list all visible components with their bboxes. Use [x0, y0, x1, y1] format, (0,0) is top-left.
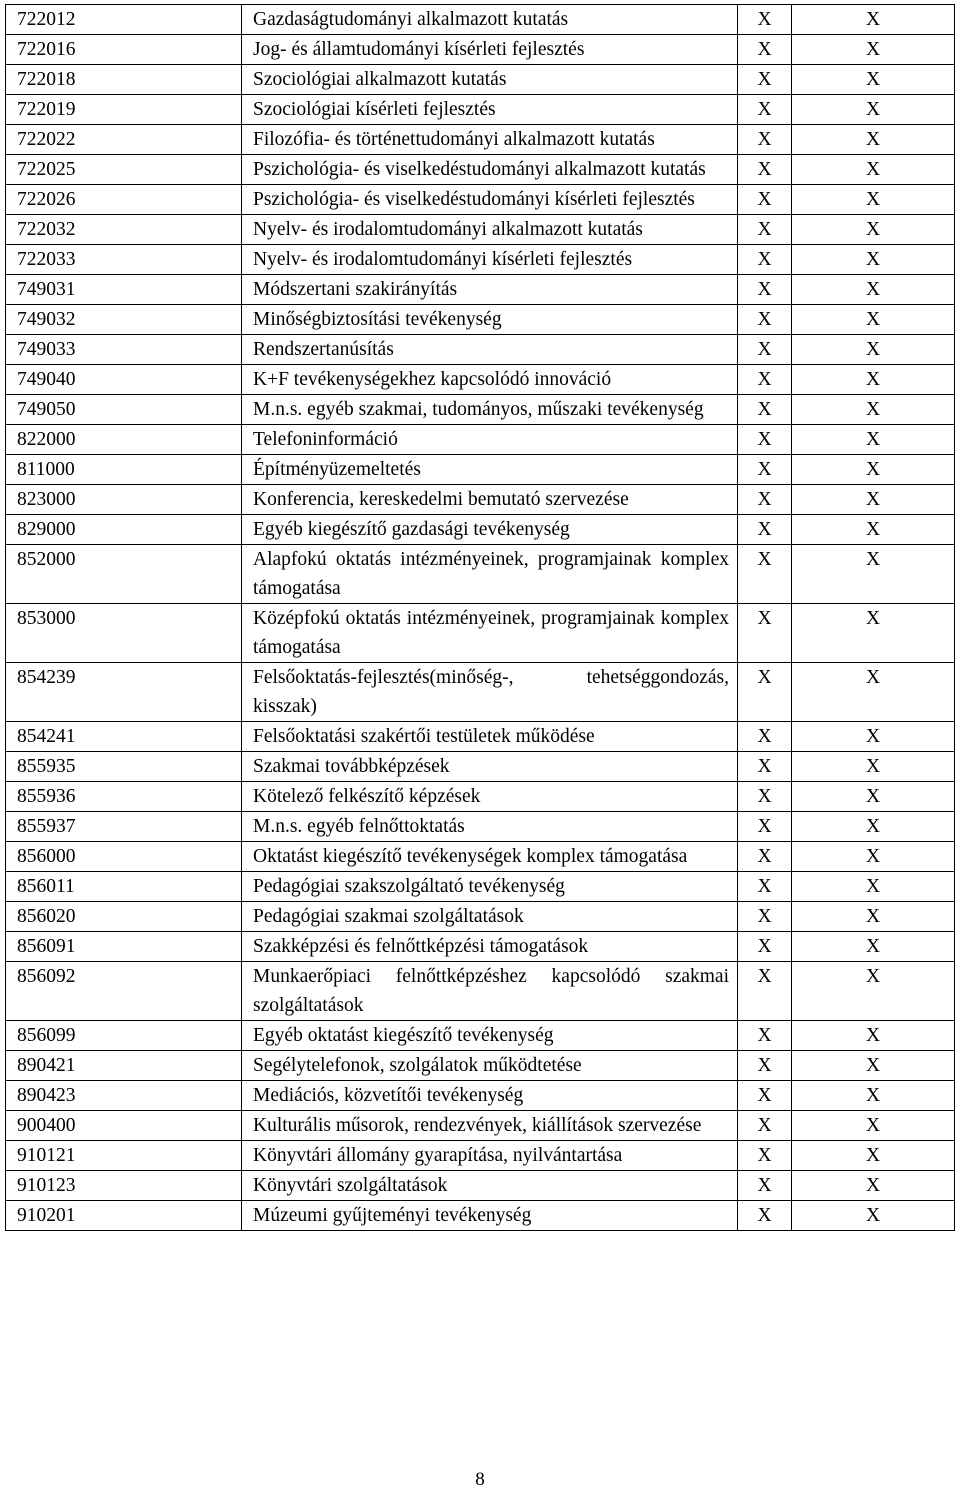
activity-description-cell: Filozófia- és történettudományi alkalmazott kutatás: [242, 125, 738, 155]
mark-x-1: X: [757, 906, 772, 927]
mark-x-1: X: [757, 876, 772, 897]
table-row: [6, 425, 955, 455]
activity-description-cell: Mediációs, közvetítői tevékenység: [242, 1081, 738, 1111]
activity-description-cell: Rendszertanúsítás: [242, 335, 738, 365]
mark-x-1: X: [757, 1175, 772, 1196]
mark-x-2: X: [865, 159, 881, 180]
mark-x-1: X: [757, 9, 772, 30]
mark-x-2: X: [865, 369, 881, 390]
table-row: [6, 65, 955, 95]
mark-x-2: X: [865, 1025, 881, 1046]
mark-cell-1: [738, 425, 792, 455]
activity-description-cell: Kulturális műsorok, rendezvények, kiállítások szervezése: [242, 1111, 738, 1141]
mark-cell-2: [792, 545, 955, 604]
mark-x-2: X: [865, 219, 881, 240]
table-row: [6, 1081, 955, 1111]
activity-code-cell: 823000: [6, 485, 242, 515]
mark-cell-2: [792, 455, 955, 485]
mark-cell-1: [738, 604, 792, 663]
mark-x-1: X: [757, 489, 772, 510]
table-row: [6, 663, 955, 722]
mark-cell-1: [738, 1081, 792, 1111]
activity-code-cell: 853000: [6, 604, 242, 663]
mark-cell-1: [738, 35, 792, 65]
mark-x-2: X: [865, 1175, 881, 1196]
mark-cell-2: [792, 245, 955, 275]
mark-x-2: X: [865, 429, 881, 450]
mark-cell-1: [738, 155, 792, 185]
activity-code-cell: 722022: [6, 125, 242, 155]
mark-cell-1: [738, 95, 792, 125]
activity-description-cell: Gazdaságtudományi alkalmazott kutatás: [242, 5, 738, 35]
mark-cell-2: [792, 125, 955, 155]
mark-cell-1: [738, 65, 792, 95]
mark-x-2: X: [865, 1145, 881, 1166]
mark-x-1: X: [757, 159, 772, 180]
activity-code-cell: 890421: [6, 1051, 242, 1081]
mark-x-2: X: [865, 756, 881, 777]
mark-x-1: X: [757, 279, 772, 300]
mark-cell-1: [738, 752, 792, 782]
activity-description-cell: Szociológiai alkalmazott kutatás: [242, 65, 738, 95]
activity-description-cell: Konferencia, kereskedelmi bemutató szervezése: [242, 485, 738, 515]
table-row: [6, 215, 955, 245]
mark-cell-1: [738, 1201, 792, 1231]
activity-description-cell: Építményüzemeltetés: [242, 455, 738, 485]
mark-x-1: X: [757, 1025, 772, 1046]
mark-cell-1: [738, 842, 792, 872]
mark-x-1: X: [757, 549, 772, 570]
activity-code-cell: 856000: [6, 842, 242, 872]
mark-cell-1: [738, 125, 792, 155]
activity-code-cell: 822000: [6, 425, 242, 455]
mark-x-1: X: [757, 1085, 772, 1106]
mark-x-1: X: [757, 429, 772, 450]
mark-cell-1: [738, 812, 792, 842]
mark-x-1: X: [757, 339, 772, 360]
activity-code-cell: 722012: [6, 5, 242, 35]
activity-description-cell: Nyelv- és irodalomtudományi alkalmazott kutatás: [242, 215, 738, 245]
activity-code-cell: 749050: [6, 395, 242, 425]
mark-cell-1: [738, 932, 792, 962]
table-row: [6, 782, 955, 812]
mark-cell-1: [738, 902, 792, 932]
mark-cell-1: [738, 5, 792, 35]
mark-cell-2: [792, 95, 955, 125]
activity-code-cell: 722025: [6, 155, 242, 185]
mark-x-1: X: [757, 726, 772, 747]
mark-x-2: X: [865, 279, 881, 300]
mark-x-1: X: [757, 1055, 772, 1076]
activity-description-cell: Egyéb kiegészítő gazdasági tevékenység: [242, 515, 738, 545]
activity-code-cell: 854239: [6, 663, 242, 722]
table-row: [6, 485, 955, 515]
activity-code-cell: 890423: [6, 1081, 242, 1111]
table-row: [6, 545, 955, 604]
mark-cell-1: [738, 1021, 792, 1051]
mark-x-1: X: [757, 39, 772, 60]
activity-code-cell: 722026: [6, 185, 242, 215]
activity-description-cell: Szakképzési és felnőttképzési támogatások: [242, 932, 738, 962]
mark-cell-2: [792, 1021, 955, 1051]
table-row: [6, 125, 955, 155]
mark-cell-1: [738, 455, 792, 485]
activity-code-cell: 910121: [6, 1141, 242, 1171]
table-row: [6, 842, 955, 872]
mark-cell-1: [738, 245, 792, 275]
mark-x-2: X: [865, 1205, 881, 1226]
mark-cell-1: [738, 185, 792, 215]
mark-cell-1: [738, 275, 792, 305]
mark-cell-1: [738, 485, 792, 515]
mark-cell-2: [792, 1111, 955, 1141]
mark-x-1: X: [757, 519, 772, 540]
mark-x-2: X: [865, 99, 881, 120]
table-row: [6, 395, 955, 425]
table-row: [6, 752, 955, 782]
mark-cell-2: [792, 335, 955, 365]
mark-cell-1: [738, 962, 792, 1021]
activity-description-cell: Kötelező felkészítő képzések: [242, 782, 738, 812]
mark-x-2: X: [865, 549, 881, 570]
mark-cell-1: [738, 305, 792, 335]
mark-x-1: X: [757, 369, 772, 390]
activity-description-cell: Nyelv- és irodalomtudományi kísérleti fejlesztés: [242, 245, 738, 275]
mark-x-1: X: [757, 69, 772, 90]
activity-description-cell: Felsőoktatás-fejlesztés(minőség-, tehetséggondozás, kisszak): [242, 663, 738, 722]
activity-description-cell: M.n.s. egyéb felnőttoktatás: [242, 812, 738, 842]
table-row: [6, 35, 955, 65]
mark-cell-2: [792, 65, 955, 95]
table-row: [6, 872, 955, 902]
mark-cell-2: [792, 5, 955, 35]
mark-cell-2: [792, 35, 955, 65]
mark-x-2: X: [865, 1085, 881, 1106]
mark-cell-2: [792, 604, 955, 663]
table-row: [6, 155, 955, 185]
mark-x-1: X: [757, 249, 772, 270]
table-row: [6, 722, 955, 752]
mark-x-2: X: [865, 608, 881, 629]
table-row: [6, 962, 955, 1021]
mark-cell-2: [792, 305, 955, 335]
mark-cell-2: [792, 395, 955, 425]
activity-description-cell: Szociológiai kísérleti fejlesztés: [242, 95, 738, 125]
mark-cell-2: [792, 962, 955, 1021]
activity-code-cell: 856011: [6, 872, 242, 902]
mark-cell-1: [738, 782, 792, 812]
mark-cell-1: [738, 1051, 792, 1081]
page-number: 8: [475, 1469, 485, 1490]
activity-description-cell: M.n.s. egyéb szakmai, tudományos, műszaki tevékenység: [242, 395, 738, 425]
mark-x-1: X: [757, 1145, 772, 1166]
mark-cell-2: [792, 485, 955, 515]
activity-code-cell: 749033: [6, 335, 242, 365]
activity-description-cell: Könyvtári szolgáltatások: [242, 1171, 738, 1201]
mark-cell-1: [738, 215, 792, 245]
mark-cell-1: [738, 395, 792, 425]
table-row: [6, 365, 955, 395]
mark-cell-2: [792, 1081, 955, 1111]
mark-cell-1: [738, 722, 792, 752]
mark-cell-2: [792, 752, 955, 782]
activity-code-cell: 855936: [6, 782, 242, 812]
mark-x-2: X: [865, 489, 881, 510]
mark-x-1: X: [757, 667, 772, 688]
mark-x-1: X: [757, 219, 772, 240]
activity-code-cell: 910201: [6, 1201, 242, 1231]
mark-x-2: X: [865, 1115, 881, 1136]
activity-code-cell: 749032: [6, 305, 242, 335]
activity-code-cell: 856020: [6, 902, 242, 932]
table-row: [6, 185, 955, 215]
mark-cell-2: [792, 663, 955, 722]
activity-table: [5, 4, 955, 1231]
mark-x-2: X: [865, 1055, 881, 1076]
mark-x-2: X: [865, 309, 881, 330]
mark-cell-1: [738, 1141, 792, 1171]
mark-x-2: X: [865, 846, 881, 867]
mark-x-2: X: [865, 876, 881, 897]
activity-description-cell: Munkaerőpiaci felnőttképzéshez kapcsolódó szakmai szolgáltatások: [242, 962, 738, 1021]
activity-code-cell: 749040: [6, 365, 242, 395]
mark-cell-2: [792, 1171, 955, 1201]
mark-cell-2: [792, 365, 955, 395]
table-row: [6, 245, 955, 275]
table-row: [6, 932, 955, 962]
activity-description-cell: Alapfokú oktatás intézményeinek, programjainak komplex támogatása: [242, 545, 738, 604]
activity-code-cell: 749031: [6, 275, 242, 305]
mark-x-1: X: [757, 99, 772, 120]
mark-x-1: X: [757, 816, 772, 837]
mark-cell-2: [792, 872, 955, 902]
mark-x-2: X: [865, 966, 881, 987]
table-row: [6, 335, 955, 365]
activity-description-cell: Múzeumi gyűjteményi tevékenység: [242, 1201, 738, 1231]
mark-x-2: X: [865, 249, 881, 270]
activity-code-cell: 856092: [6, 962, 242, 1021]
mark-x-1: X: [757, 129, 772, 150]
table-row: [6, 1021, 955, 1051]
mark-x-2: X: [865, 129, 881, 150]
mark-cell-2: [792, 215, 955, 245]
mark-x-1: X: [757, 936, 772, 957]
table-row: [6, 275, 955, 305]
activity-description-cell: Telefoninformáció: [242, 425, 738, 455]
mark-x-1: X: [757, 309, 772, 330]
activity-description-cell: Felsőoktatási szakértői testületek működése: [242, 722, 738, 752]
activity-description-cell: Módszertani szakirányítás: [242, 275, 738, 305]
mark-x-2: X: [865, 816, 881, 837]
mark-cell-1: [738, 515, 792, 545]
activity-code-cell: 854241: [6, 722, 242, 752]
mark-x-1: X: [757, 189, 772, 210]
table-row: [6, 1171, 955, 1201]
activity-code-cell: 722018: [6, 65, 242, 95]
mark-x-1: X: [757, 608, 772, 629]
table-row: [6, 455, 955, 485]
mark-cell-1: [738, 663, 792, 722]
activity-code-cell: 856099: [6, 1021, 242, 1051]
mark-cell-2: [792, 1141, 955, 1171]
mark-x-1: X: [757, 966, 772, 987]
mark-cell-2: [792, 185, 955, 215]
mark-x-2: X: [865, 906, 881, 927]
table-row: [6, 1111, 955, 1141]
activity-code-cell: 900400: [6, 1111, 242, 1141]
mark-cell-2: [792, 425, 955, 455]
mark-cell-1: [738, 365, 792, 395]
mark-x-2: X: [865, 936, 881, 957]
mark-x-2: X: [865, 189, 881, 210]
table-row: [6, 5, 955, 35]
mark-cell-2: [792, 1051, 955, 1081]
activity-description-cell: Pszichológia- és viselkedéstudományi kísérleti fejlesztés: [242, 185, 738, 215]
mark-x-2: X: [865, 339, 881, 360]
activity-description-cell: Minőségbiztosítási tevékenység: [242, 305, 738, 335]
activity-code-cell: 722016: [6, 35, 242, 65]
table-row: [6, 515, 955, 545]
activity-code-cell: 910123: [6, 1171, 242, 1201]
mark-x-1: X: [757, 846, 772, 867]
activity-description-cell: Szakmai továbbképzések: [242, 752, 738, 782]
activity-description-cell: Pszichológia- és viselkedéstudományi alkalmazott kutatás: [242, 155, 738, 185]
mark-x-2: X: [865, 9, 881, 30]
table-row: [6, 902, 955, 932]
mark-x-2: X: [865, 519, 881, 540]
activity-code-cell: 811000: [6, 455, 242, 485]
mark-x-2: X: [865, 786, 881, 807]
mark-cell-2: [792, 812, 955, 842]
activity-code-cell: 855937: [6, 812, 242, 842]
mark-x-1: X: [757, 1205, 772, 1226]
mark-x-2: X: [865, 39, 881, 60]
table-row: [6, 95, 955, 125]
activity-description-cell: Oktatást kiegészítő tevékenységek komplex támogatása: [242, 842, 738, 872]
table-body: [6, 5, 955, 1231]
mark-cell-2: [792, 275, 955, 305]
mark-x-2: X: [865, 726, 881, 747]
activity-code-cell: 856091: [6, 932, 242, 962]
mark-cell-1: [738, 335, 792, 365]
activity-description-cell: Segélytelefonok, szolgálatok működtetése: [242, 1051, 738, 1081]
mark-x-2: X: [865, 459, 881, 480]
activity-code-cell: 722033: [6, 245, 242, 275]
table-row: [6, 812, 955, 842]
activity-code-cell: 722019: [6, 95, 242, 125]
mark-cell-2: [792, 932, 955, 962]
mark-cell-2: [792, 842, 955, 872]
mark-x-1: X: [757, 786, 772, 807]
activity-description-cell: Egyéb oktatást kiegészítő tevékenység: [242, 1021, 738, 1051]
mark-x-1: X: [757, 756, 772, 777]
mark-cell-2: [792, 155, 955, 185]
table-row: [6, 1051, 955, 1081]
activity-description-cell: Jog- és államtudományi kísérleti fejlesztés: [242, 35, 738, 65]
mark-x-1: X: [757, 399, 772, 420]
table-row: [6, 305, 955, 335]
mark-cell-1: [738, 872, 792, 902]
mark-x-1: X: [757, 459, 772, 480]
mark-cell-1: [738, 1171, 792, 1201]
activity-description-cell: Középfokú oktatás intézményeinek, programjainak komplex támogatása: [242, 604, 738, 663]
mark-cell-1: [738, 1111, 792, 1141]
mark-cell-2: [792, 782, 955, 812]
activity-description-cell: Könyvtári állomány gyarapítása, nyilvántartása: [242, 1141, 738, 1171]
mark-x-2: X: [865, 667, 881, 688]
table-row: [6, 1141, 955, 1171]
activity-code-cell: 722032: [6, 215, 242, 245]
mark-cell-2: [792, 902, 955, 932]
mark-x-2: X: [865, 399, 881, 420]
mark-cell-2: [792, 515, 955, 545]
table-row: [6, 604, 955, 663]
activity-code-cell: 855935: [6, 752, 242, 782]
activity-code-cell: 829000: [6, 515, 242, 545]
mark-cell-2: [792, 722, 955, 752]
mark-x-2: X: [865, 69, 881, 90]
mark-cell-2: [792, 1201, 955, 1231]
mark-x-1: X: [757, 1115, 772, 1136]
activity-description-cell: Pedagógiai szakszolgáltató tevékenység: [242, 872, 738, 902]
activity-description-cell: Pedagógiai szakmai szolgáltatások: [242, 902, 738, 932]
mark-cell-1: [738, 545, 792, 604]
table-row: [6, 1201, 955, 1231]
activity-code-cell: 852000: [6, 545, 242, 604]
activity-description-cell: K+F tevékenységekhez kapcsolódó innováció: [242, 365, 738, 395]
